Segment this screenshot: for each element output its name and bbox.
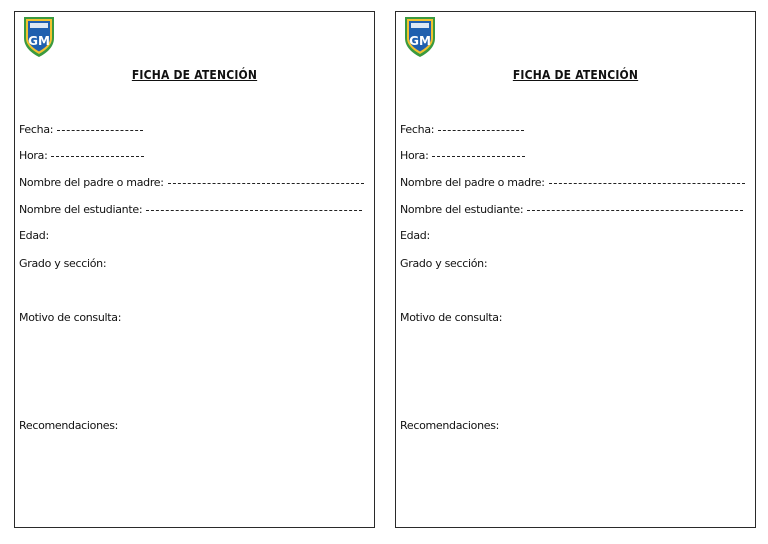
- estudiante-field: [400, 203, 743, 216]
- recomendaciones-label: Recomendaciones:: [400, 419, 500, 432]
- recomendaciones-field: [400, 419, 499, 432]
- padre-label: Nombre del padre o madre:: [400, 176, 545, 189]
- estudiante-label: Nombre del estudiante:: [400, 203, 524, 216]
- motivo-label: Motivo de consulta:: [19, 311, 122, 324]
- hora-label: Hora:: [400, 149, 429, 162]
- padre-field: [400, 176, 745, 189]
- padre-label: Nombre del padre o madre:: [19, 176, 164, 189]
- padre-blank-line: [168, 182, 364, 184]
- fecha-blank-line: [57, 129, 143, 131]
- hora-field: [19, 149, 144, 162]
- hora-blank-line: [432, 155, 525, 157]
- fecha-label: Fecha:: [400, 123, 435, 136]
- grado-label: Grado y sección:: [400, 257, 488, 270]
- hora-blank-line: [51, 155, 144, 157]
- school-shield-logo: [402, 14, 438, 58]
- svg-text:GM: GM: [409, 34, 431, 48]
- attention-form-right: [395, 11, 756, 528]
- fecha-label: Fecha:: [19, 123, 54, 136]
- estudiante-label: Nombre del estudiante:: [19, 203, 143, 216]
- grado-label: Grado y sección:: [19, 257, 107, 270]
- svg-text:GM: GM: [28, 34, 50, 48]
- motivo-label: Motivo de consulta:: [400, 311, 503, 324]
- fecha-field: [400, 123, 524, 136]
- estudiante-field: [19, 203, 362, 216]
- form-title: FICHA DE ATENCIÓN: [131, 68, 258, 82]
- estudiante-blank-line: [527, 209, 743, 211]
- fecha-blank-line: [438, 129, 524, 131]
- padre-blank-line: [549, 182, 745, 184]
- edad-field: [400, 229, 430, 242]
- grado-field: [400, 257, 487, 270]
- form-title: FICHA DE ATENCIÓN: [512, 68, 639, 82]
- hora-label: Hora:: [19, 149, 48, 162]
- motivo-field: [400, 311, 502, 324]
- edad-label: Edad:: [19, 229, 49, 242]
- attention-form-left: [14, 11, 375, 528]
- estudiante-blank-line: [146, 209, 362, 211]
- edad-label: Edad:: [400, 229, 430, 242]
- recomendaciones-label: Recomendaciones:: [19, 419, 119, 432]
- hora-field: [400, 149, 525, 162]
- edad-field: [19, 229, 49, 242]
- recomendaciones-field: [19, 419, 118, 432]
- motivo-field: [19, 311, 121, 324]
- school-shield-logo: [21, 14, 57, 58]
- grado-field: [19, 257, 106, 270]
- padre-field: [19, 176, 364, 189]
- fecha-field: [19, 123, 143, 136]
